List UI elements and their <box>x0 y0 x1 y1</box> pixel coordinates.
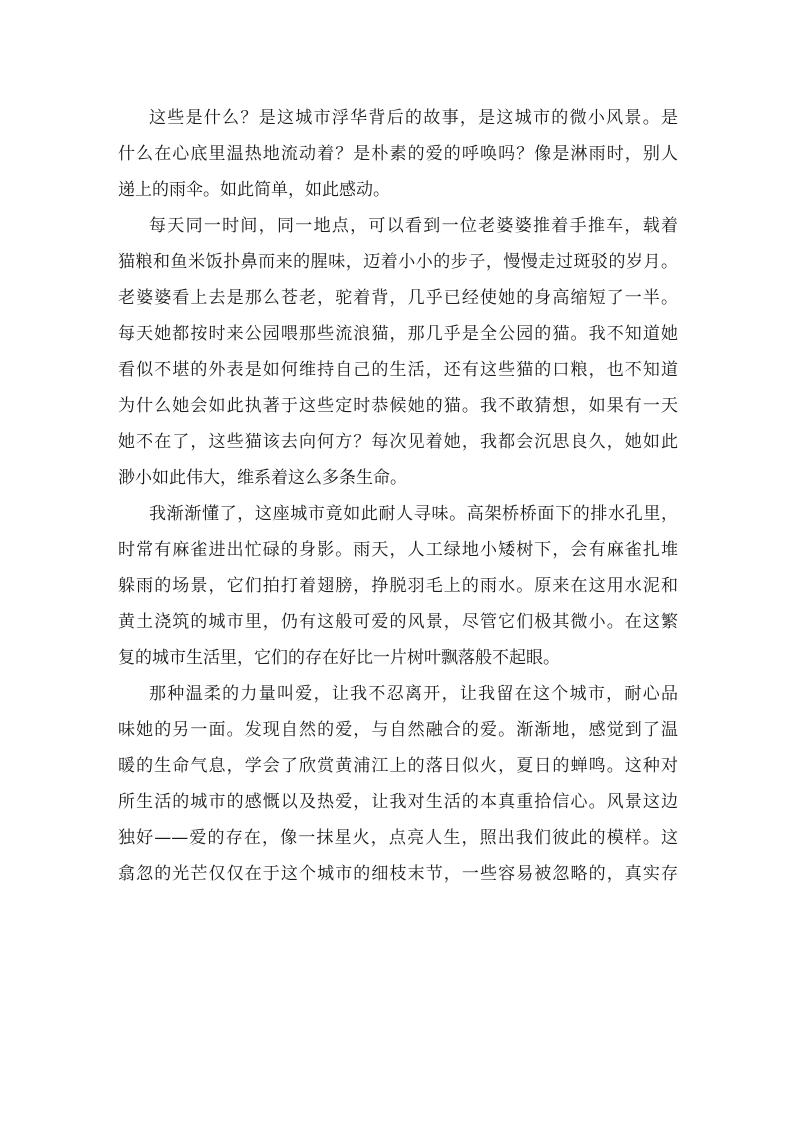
text-line: 老婆婆看上去是那么苍老，驼着背，几乎已经使她的身高缩短了一半。 <box>118 288 678 308</box>
text-line: 每天她都按时来公园喂那些流浪猫，那几乎是全公园的猫。我不知道她 <box>118 324 678 344</box>
paragraph <box>118 100 678 208</box>
text-line: 看似不堪的外表是如何维持自己的生活，还有这些猫的口粮，也不知道 <box>118 360 678 380</box>
text-line: 递上的雨伞。如此简单，如此感动。 <box>118 180 390 200</box>
text-line: 渺小如此伟大，维系着这么多条生命。 <box>118 468 407 488</box>
paragraph <box>118 676 678 892</box>
text-line: 味她的另一面。发现自然的爱，与自然融合的爱。渐渐地，感觉到了温 <box>118 720 678 740</box>
text-line: 复的城市生活里，它们的存在好比一片树叶飘落般不起眼。 <box>118 648 560 668</box>
text-line: 所生活的城市的感慨以及热爱，让我对生活的本真重拾信心。风景这边 <box>118 792 678 812</box>
text-line: 这些是什么？是这城市浮华背后的故事，是这城市的微小风景。是 <box>149 108 678 128</box>
text-line: 她不在了，这些猫该去向何方？每次见着她，我都会沉思良久，她如此 <box>118 432 678 452</box>
text-line: 暖的生命气息，学会了欣赏黄浦江上的落日似火，夏日的蝉鸣。这种对 <box>118 756 678 776</box>
text-line: 为什么她会如此执著于这些定时恭候她的猫。我不敢猜想，如果有一天 <box>118 396 678 416</box>
text-line: 翕忽的光芒仅仅在于这个城市的细枝末节，一些容易被忽略的，真实存 <box>118 864 678 884</box>
paragraph <box>118 496 678 676</box>
text-line: 时常有麻雀进出忙碌的身影。雨天，人工绿地小矮树下，会有麻雀扎堆 <box>118 540 678 560</box>
text-line: 什么在心底里温热地流动着？是朴素的爱的呼唤吗？像是淋雨时，别人 <box>118 144 678 164</box>
text-line: 那种温柔的力量叫爱，让我不忍离开，让我留在这个城市，耐心品 <box>149 684 678 704</box>
document-body <box>118 100 678 892</box>
text-line: 每天同一时间，同一地点，可以看到一位老婆婆推着手推车，载着 <box>149 216 678 236</box>
text-line: 黄土浇筑的城市里，仍有这般可爱的风景，尽管它们极其微小。在这繁 <box>118 612 678 632</box>
text-line: 躲雨的场景，它们拍打着翅膀，挣脱羽毛上的雨水。原来在这用水泥和 <box>118 576 678 596</box>
text-line: 我渐渐懂了，这座城市竟如此耐人寻味。高架桥桥面下的排水孔里， <box>149 504 678 524</box>
text-line: 猫粮和鱼米饭扑鼻而来的腥味，迈着小小的步子，慢慢走过斑驳的岁月。 <box>118 252 678 272</box>
paragraph <box>118 208 678 496</box>
text-line: 独好——爱的存在，像一抹星火，点亮人生，照出我们彼此的模样。这 <box>118 828 678 848</box>
